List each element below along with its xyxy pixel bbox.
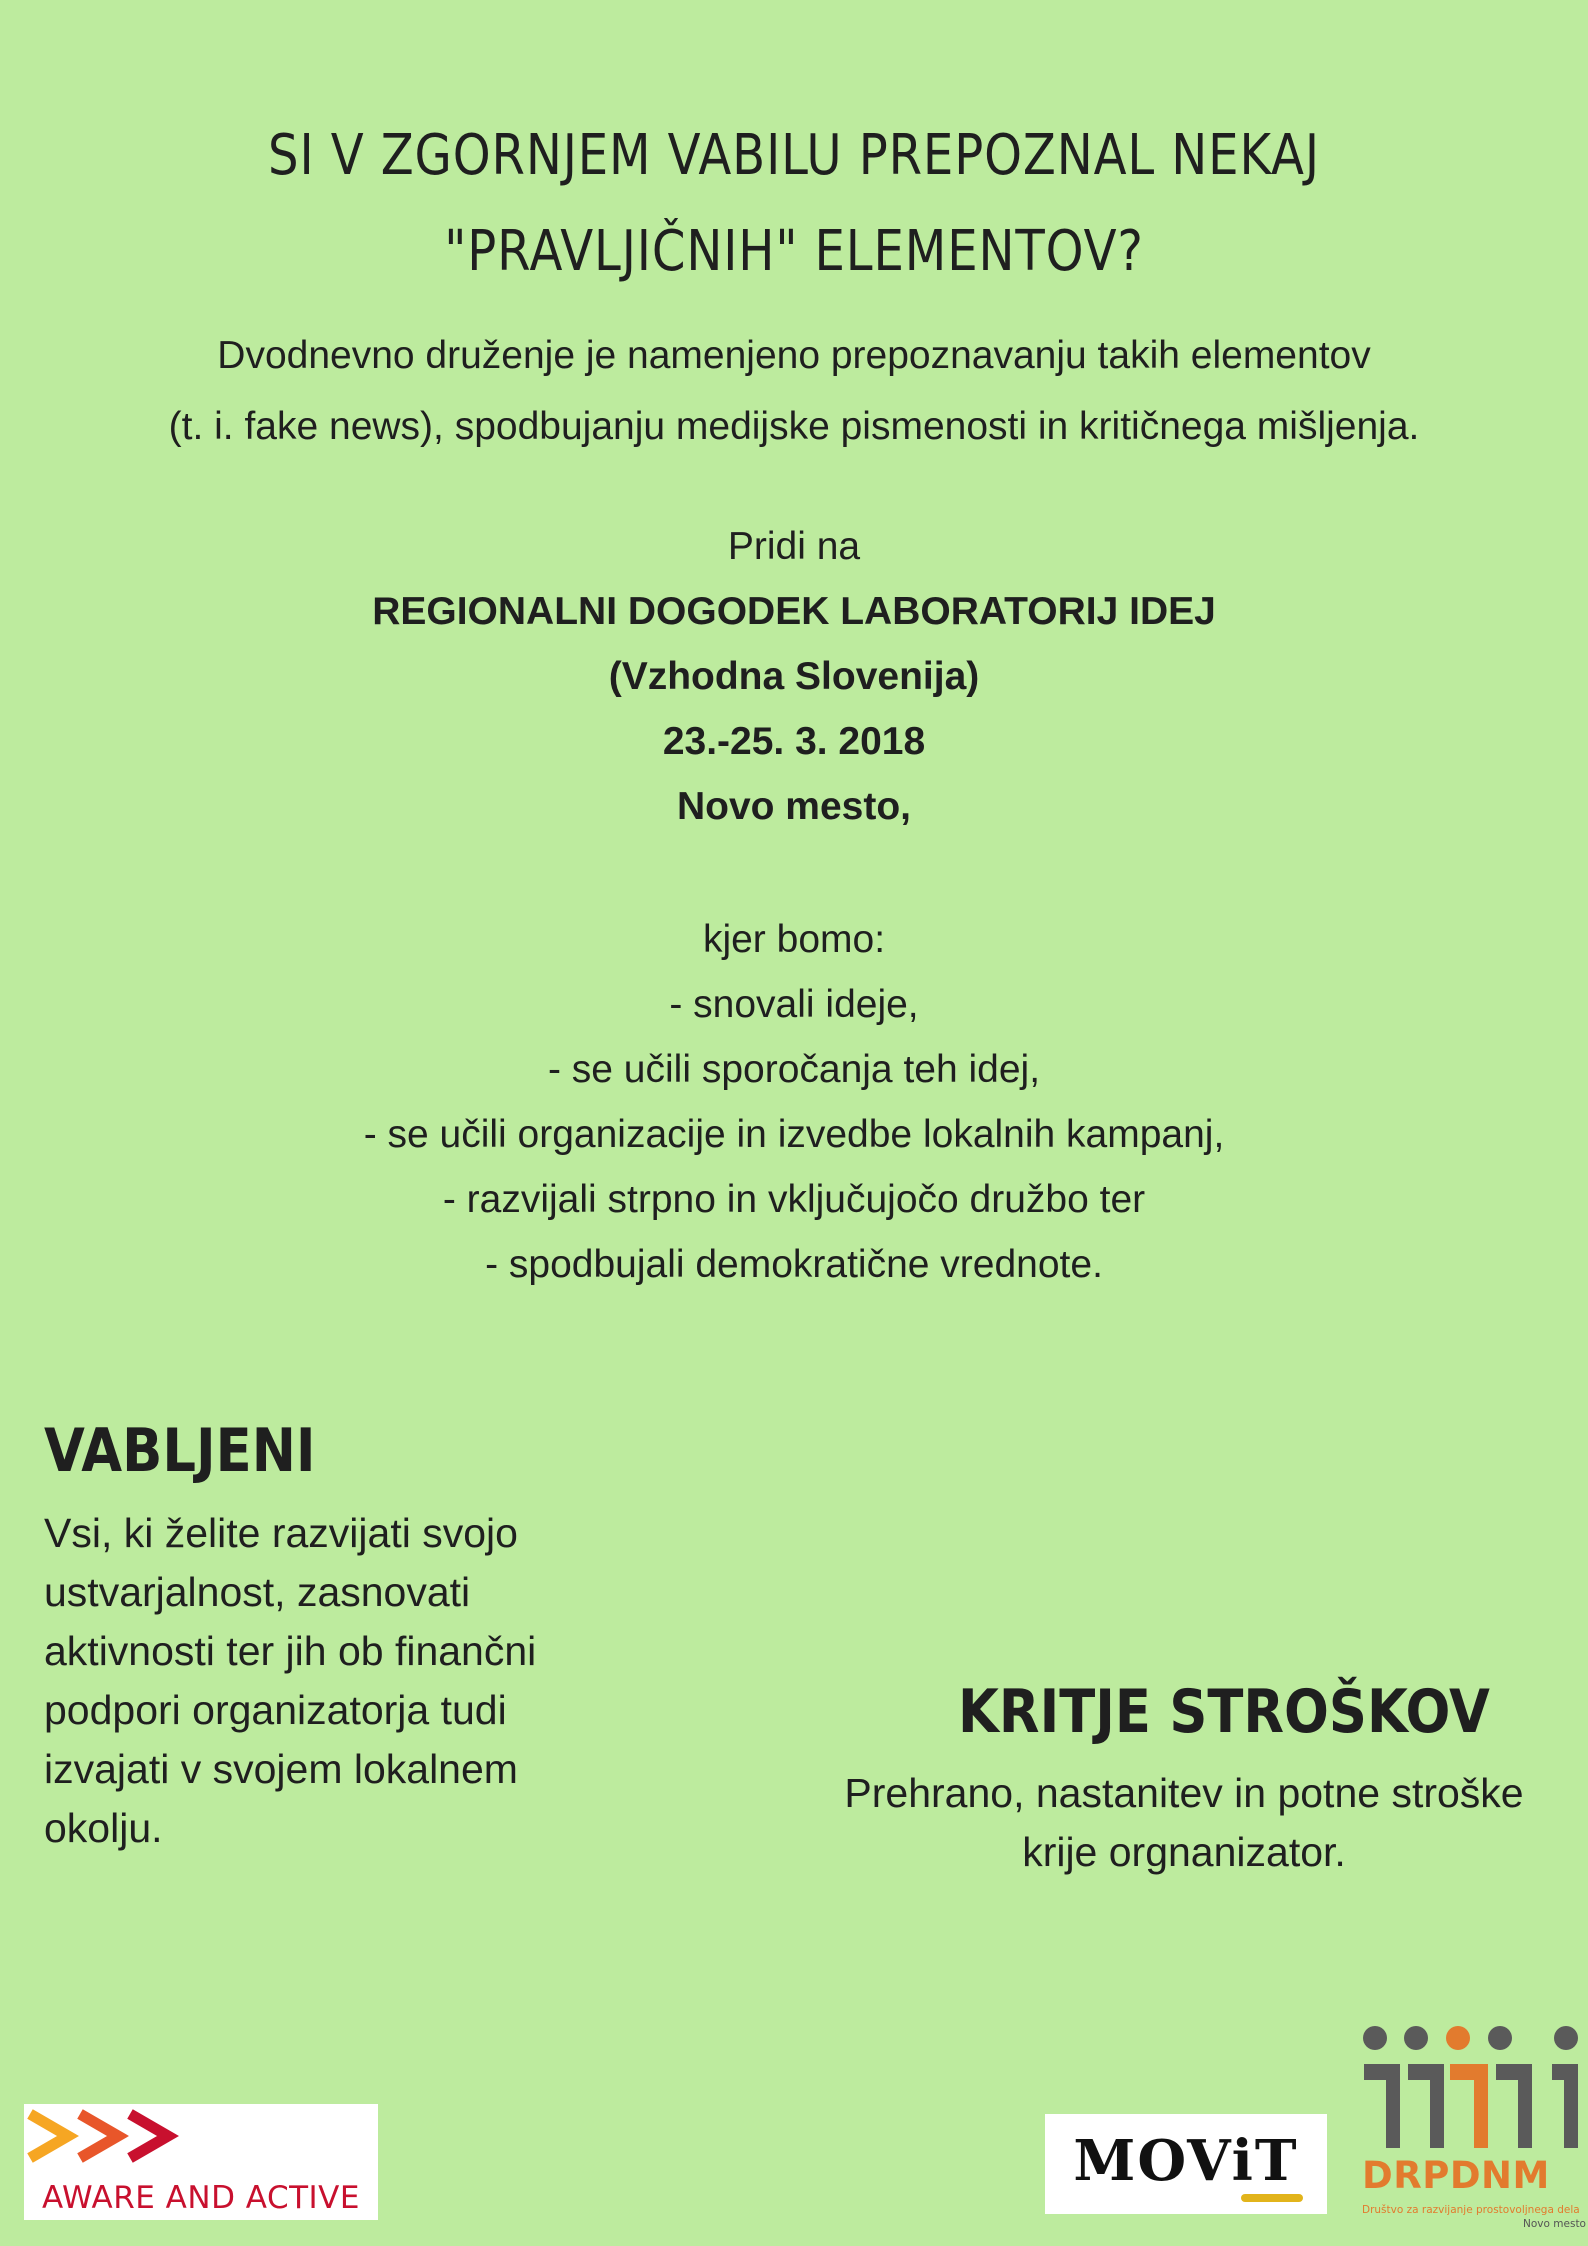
- headline-line-2: "PRAVLJIČNIH" ELEMENTOV?: [444, 219, 1144, 284]
- activities-lead: kjer bomo:: [702, 918, 886, 961]
- drpdnm-logo: [1360, 2024, 1588, 2246]
- invited-line: ustvarjalnost, zasnovati: [44, 1569, 471, 1615]
- event-date: 23.-25. 3. 2018: [662, 720, 926, 763]
- headline: [111, 108, 1477, 300]
- costs-line: krije orgnanizator.: [1022, 1829, 1346, 1875]
- movit-logo: [1045, 2114, 1327, 2214]
- list-item: - snovali ideje,: [669, 983, 919, 1026]
- costs-heading: KRITJE STROŠKOV: [958, 1677, 1490, 1747]
- invited-line: aktivnosti ter jih ob finančni: [44, 1628, 537, 1674]
- movit-text: MOViT: [1073, 2128, 1299, 2194]
- event-region: (Vzhodna Slovenija): [608, 655, 980, 698]
- drpdnm-city: Novo mesto: [1523, 2218, 1586, 2230]
- invited-line: Vsi, ki želite razvijati svojo: [44, 1510, 518, 1556]
- aware-and-active-text: AWARE AND ACTIVE: [42, 2180, 360, 2216]
- event-info: [0, 514, 1588, 839]
- costs-text: [780, 1764, 1588, 1882]
- invited-heading: VABLJENI: [44, 1416, 316, 1486]
- list-item: - se učili sporočanja teh idej,: [547, 1048, 1041, 1091]
- drpdnm-name: DRPDNM: [1362, 2154, 1550, 2197]
- list-item: - se učili organizacije in izvedbe lokalnih kampanj,: [363, 1113, 1225, 1156]
- activities-list: [0, 907, 1588, 1297]
- intro-line-1: Dvodnevno druženje je namenjeno prepoznavanju takih elementov: [217, 334, 1371, 377]
- drpdnm-subtitle: Društvo za razvijanje prostovoljnega dela: [1362, 2204, 1580, 2216]
- headline-line-1: SI V ZGORNJEM VABILU PREPOZNAL NEKAJ: [268, 123, 1320, 188]
- movit-underline: [1241, 2194, 1303, 2202]
- people-figures-icon: [1360, 2024, 1588, 2154]
- list-item: - spodbujali demokratične vrednote.: [485, 1243, 1103, 1286]
- invited-line: izvajati v svojem lokalnem: [44, 1746, 518, 1792]
- list-item: - razvijali strpno in vključujočo družbo ter: [442, 1178, 1146, 1221]
- invited-line: okolju.: [44, 1805, 163, 1851]
- event-location: Novo mesto,: [676, 785, 912, 828]
- costs-line: Prehrano, nastanitev in potne stroške: [844, 1770, 1524, 1816]
- aware-and-active-logo: [24, 2104, 378, 2220]
- invited-line: podpori organizatorja tudi: [44, 1687, 507, 1733]
- intro-paragraph: [0, 320, 1588, 462]
- event-lead: Pridi na: [727, 525, 861, 568]
- event-name: REGIONALNI DOGODEK LABORATORIJ IDEJ: [372, 590, 1216, 633]
- invited-text: [44, 1504, 664, 1858]
- intro-line-2: (t. i. fake news), spodbujanju medijske pismenosti in kritičnega mišljenja.: [168, 405, 1420, 448]
